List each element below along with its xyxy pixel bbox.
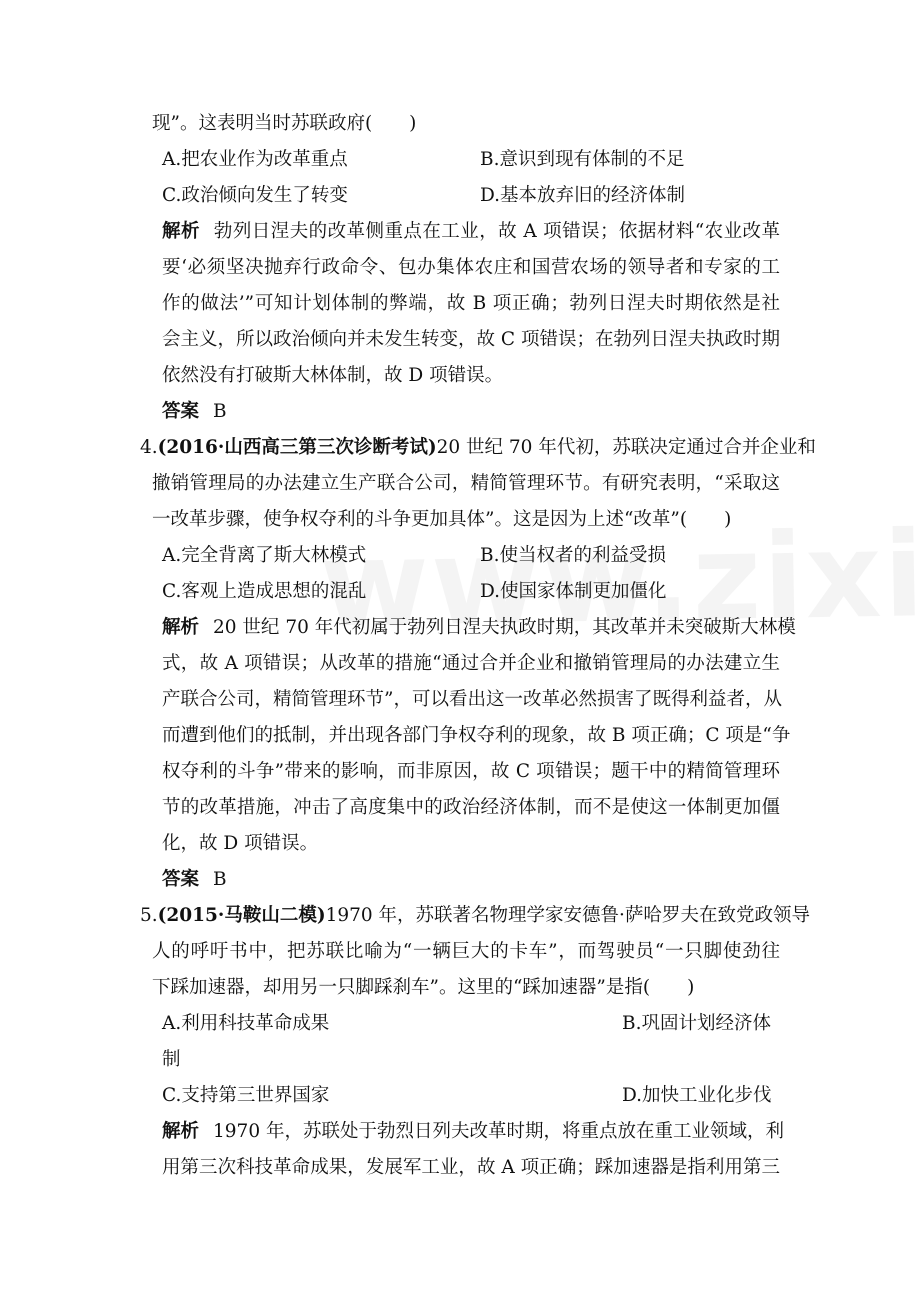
q3-answer [162,400,227,424]
q3-option-d: D.基本放弃旧的经济体制 [480,185,686,206]
q4-stem-line-1: 4.(2016·山西高三第三次诊断考试)20 世纪 70 年代初，苏联决定通过合并企业和 [140,437,816,458]
q4-option-a: A.完全背离了斯大林模式 [162,545,367,566]
q4-analysis-line-5: 权夺利的斗争”带来的影响，而非原因，故 C 项错误；题干中的精简管理环 [162,761,780,782]
q3-option-c: C.政治倾向发生了转变 [162,185,348,206]
q4-answer-label: 答案 [162,869,200,890]
q4-analysis-line-4: 而遭到他们的抵制，并出现各部门争权夺利的现象，故 B 项正确；C 项是“争 [162,725,791,746]
q4-stem-line-2: 撤销管理局的办法建立生产联合公司，精简管理环节。有研究表明，“采取这 [152,473,780,494]
q5-analysis-line-1: 解析 1970 年，苏联处于勃烈日列夫改革时期，将重点放在重工业领域，利 [162,1121,784,1142]
q5-option-a: A.利用科技革命成果 [162,1013,330,1034]
q5-source: (2015·马鞍山二模) [157,905,326,926]
q3-analysis-line-1: 解析 勃列日涅夫的改革侧重点在工业，故 A 项错误；依据材料“农业改革 [162,221,780,242]
q5-option-b: B.巩固计划经济体 [622,1013,771,1034]
q4-analysis-label: 解析 [162,617,200,638]
q3-answer-label: 答案 [162,401,200,422]
q5-stem-line-1: 5.(2015·马鞍山二模)1970 年，苏联著名物理学家安德鲁·萨哈罗夫在致党政领导 [140,905,810,926]
q5-analysis-label: 解析 [162,1121,200,1142]
q4-option-d: D.使国家体制更加僵化 [480,581,667,602]
q5-number: 5. [140,905,158,926]
q5-option-d: D.加快工业化步伐 [622,1085,772,1106]
q4-analysis-line-7: 化，故 D 项错误。 [162,833,319,854]
q3-analysis-line-4: 会主义，所以政治倾向并未发生转变，故 C 项错误；在勃列日涅夫执政时期 [162,329,780,350]
q3-analysis-label: 解析 [162,221,200,242]
q3-analysis-line-3: 作的做法’”可知计划体制的弊端，故 B 项正确；勃列日涅夫时期依然是社 [162,293,780,314]
q5-analysis-line-2: 用第三次科技革命成果，发展军工业，故 A 项正确；踩加速器是指利用第三 [162,1157,780,1178]
q4-analysis-line-6: 节的改革措施，冲击了高度集中的政治经济体制，而不是使这一体制更加僵 [162,797,780,818]
q5-option-c: C.支持第三世界国家 [162,1085,330,1106]
q3-answer-value: B [213,401,227,422]
q4-answer [162,868,227,892]
q5-stem-line-2: 人的呼吁书中，把苏联比喻为“一辆巨大的卡车”，而驾驶员“一只脚使劲往 [152,941,780,962]
q5-option-b-cont: 制 [162,1049,181,1070]
q4-analysis-line-1: 解析 20 世纪 70 年代初属于勃列日涅夫执政时期，其改革并未突破斯大林模 [162,617,796,638]
q4-analysis-line-3: 产联合公司，精简管理环节”，可以看出这一改革必然损害了既得利益者，从 [162,689,782,710]
q3-analysis-line-2: 要‘必须坚决抛弃行政命令、包办集体农庄和国营农场的领导者和专家的工 [162,257,780,278]
q5-stem-line-3: 下踩加速器，却用另一只脚踩刹车”。这里的“踩加速器”是指( ) [152,977,695,998]
q3-option-a: A.把农业作为改革重点 [162,149,348,170]
q3-stem-tail: 现”。这表明当时苏联政府( ) [152,113,417,134]
q3-analysis-line-5: 依然没有打破斯大林体制，故 D 项错误。 [162,365,504,386]
q4-option-b: B.使当权者的利益受损 [480,545,666,566]
q3-option-b: B.意识到现有体制的不足 [480,149,685,170]
q4-option-c: C.客观上造成思想的混乱 [162,581,367,602]
q4-number: 4. [140,437,158,458]
q4-answer-value: B [213,869,227,890]
q4-stem-line-3: 一改革步骤，使争权夺利的斗争更加具体”。这是因为上述“改革”( ) [152,509,732,530]
q4-source: (2016·山西高三第三次诊断考试) [157,437,437,458]
q4-analysis-line-2: 式，故 A 项错误；从改革的措施“通过合并企业和撤销管理局的办法建立生 [162,653,780,674]
